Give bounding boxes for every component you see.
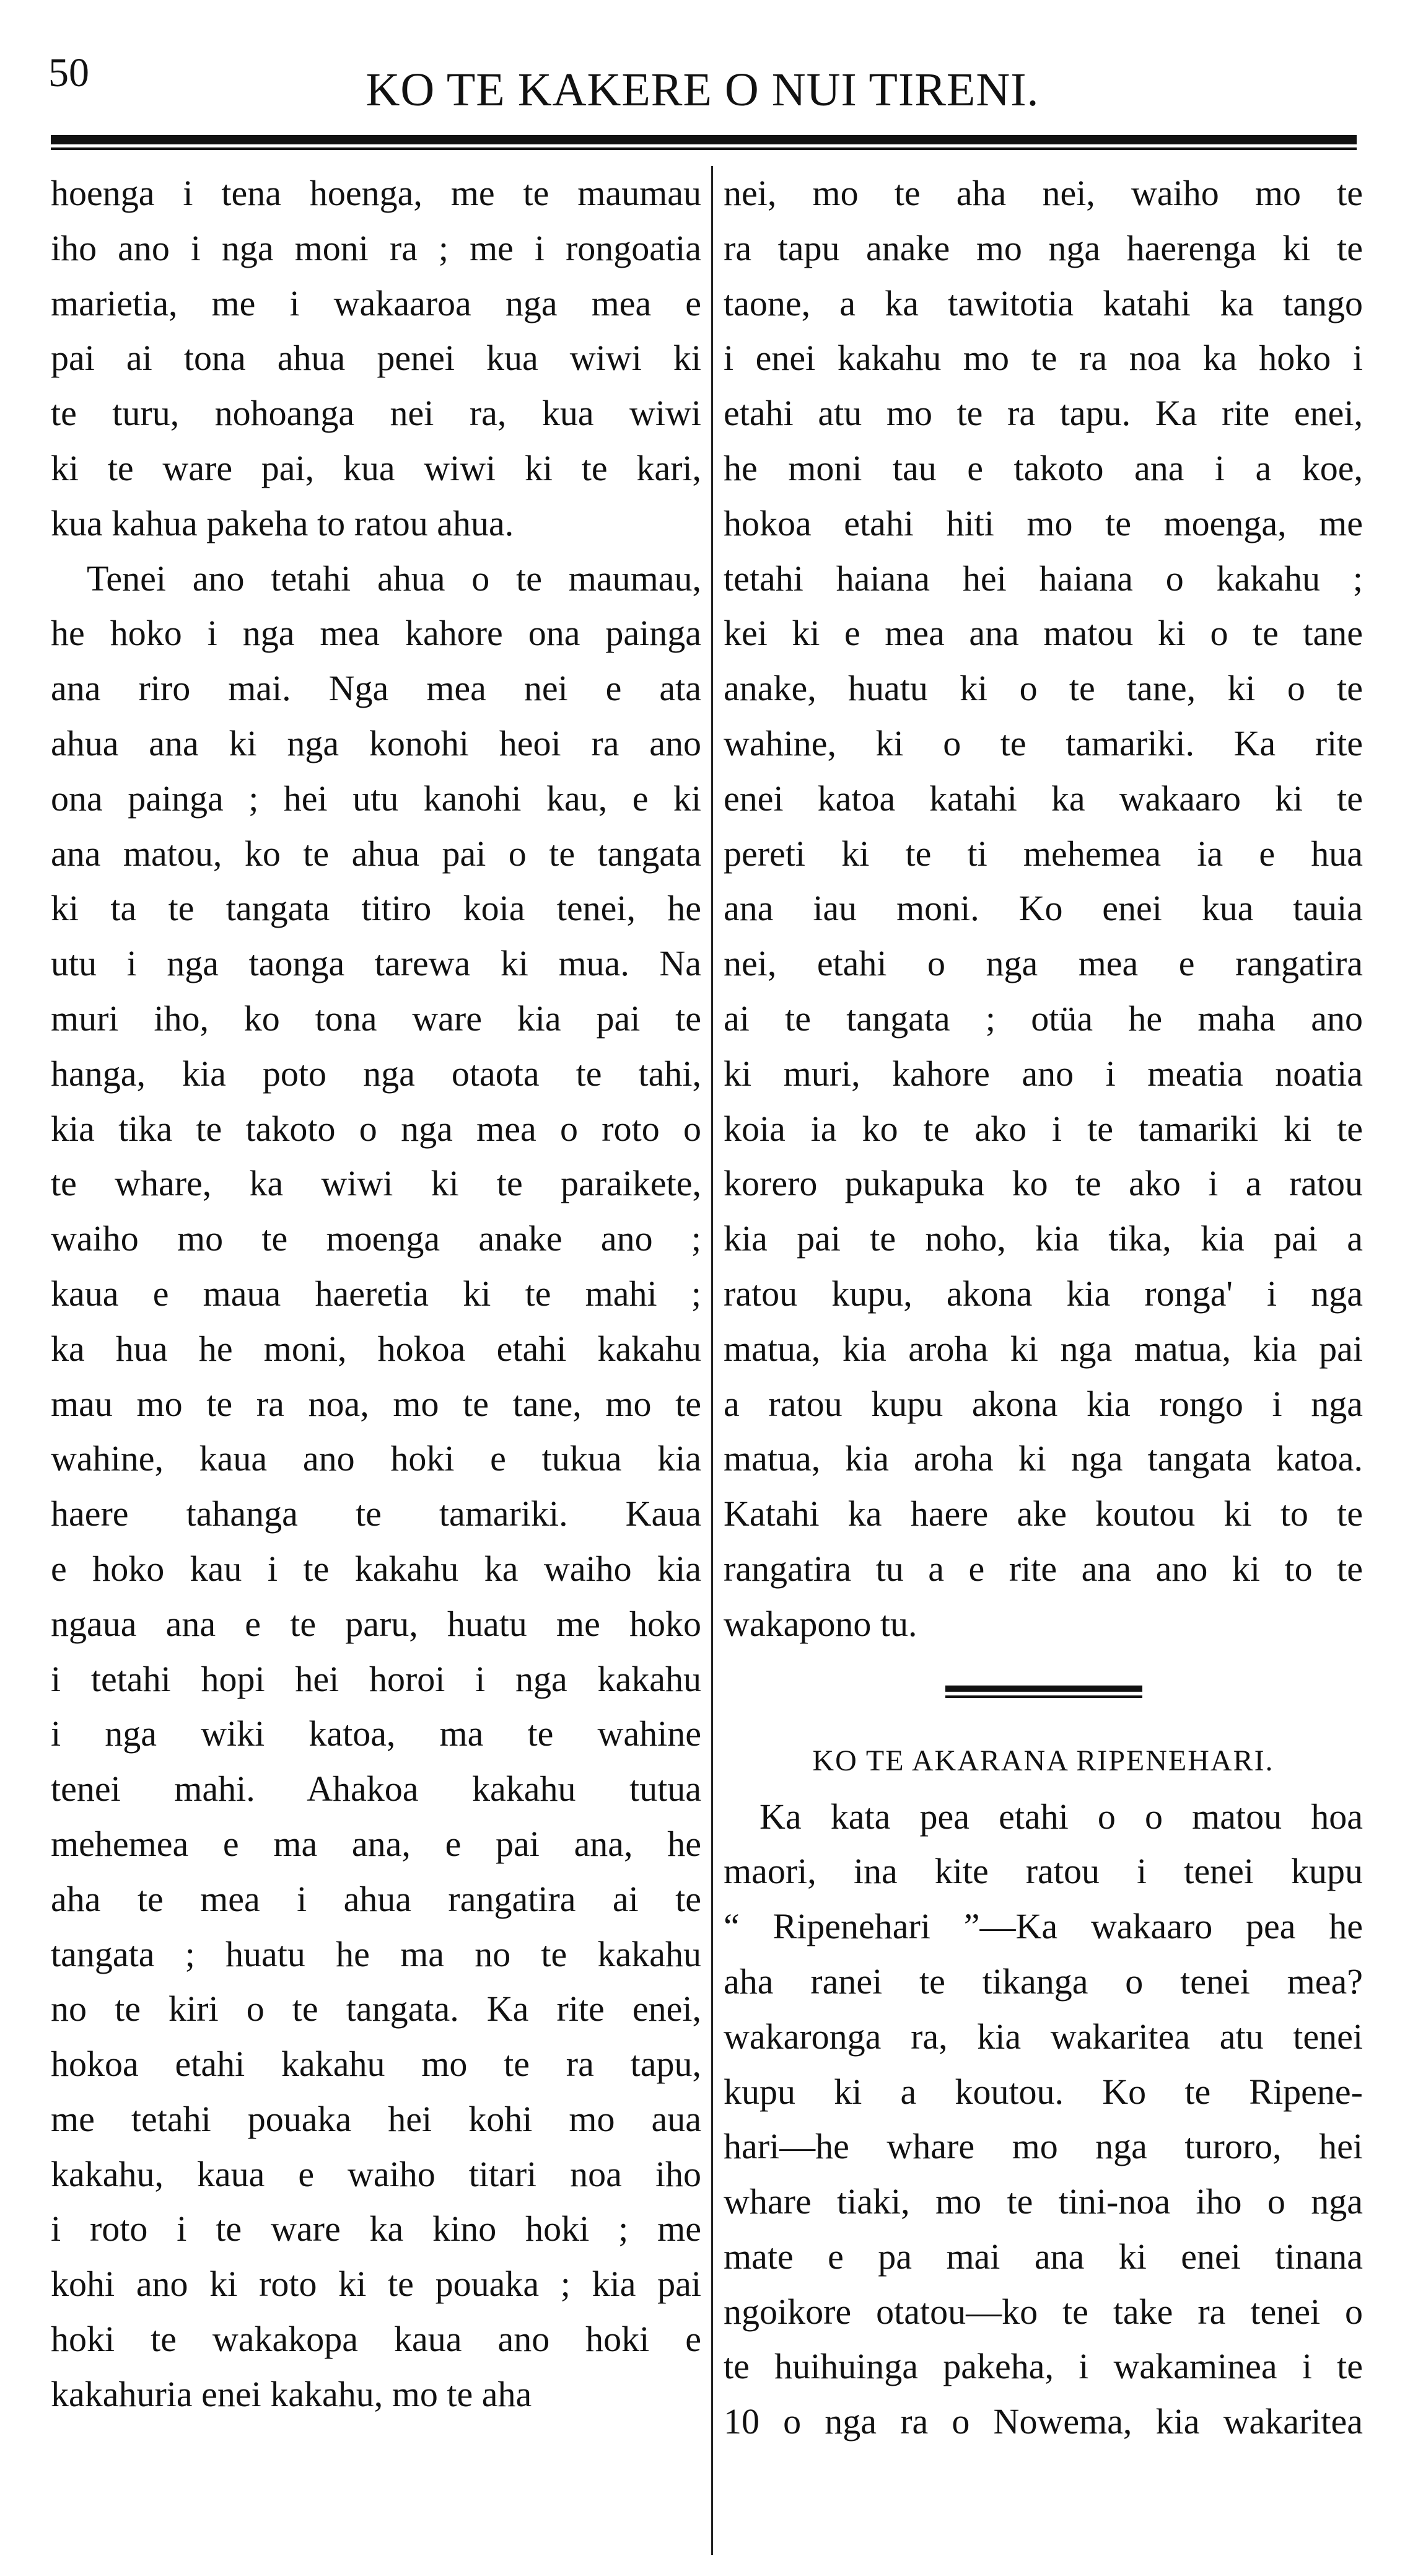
text-line: matua, kia aroha ki nga tangata katoa.: [724, 1438, 1363, 1479]
text-line: iho ano i nga moni ra ; me i rongoatia: [51, 227, 701, 268]
text-line: utu i nga taonga tarewa ki mua. Na: [51, 943, 701, 984]
text-line: tenei mahi. Ahakoa kakahu tutua: [51, 1769, 701, 1809]
text-line: e hoko kau i te kakahu ka waiho kia: [51, 1548, 701, 1589]
text-line: matua, kia aroha ki nga matua, kia pai: [724, 1328, 1363, 1369]
running-title: KO TE KAKERE O NUI TIRENI.: [365, 64, 1040, 116]
text-line: i roto i te ware ka kino hoki ; me: [51, 2209, 701, 2249]
section-body: [724, 1790, 1363, 2450]
text-line: ona painga ; hei utu kanohi kau, e ki: [51, 778, 701, 819]
text-line: ana riro mai. Nga mea nei e ata: [51, 668, 701, 709]
text-line: hoenga i tena hoenga, me te maumau: [51, 173, 701, 213]
text-line: wakapono tu.: [724, 1603, 917, 1644]
text-line: i enei kakahu mo te ra noa ka hoko i: [724, 338, 1363, 379]
text-line: kakahu, kaua e waiho titari noa iho: [51, 2153, 701, 2194]
text-line: haere tahanga te tamariki. Kaua: [51, 1493, 701, 1534]
text-line: kia tika te takoto o nga mea o roto o: [51, 1108, 701, 1149]
text-line: kaua e maua haeretia ki te mahi ;: [51, 1273, 701, 1314]
section-heading: KO TE AKARANA RIPENEHARI.: [812, 1744, 1274, 1777]
text-line: 10 o nga ra o Nowema, kia wakaritea: [724, 2401, 1363, 2442]
text-line: taone, a ka tawitotia katahi ka tango: [724, 283, 1363, 323]
left-column: [51, 166, 701, 2422]
text-line: maori, ina kite ratou i tenei kupu: [724, 1851, 1363, 1892]
text-line: ana iau moni. Ko enei kua tauia: [724, 888, 1363, 929]
text-line: hanga, kia poto nga otaota te tahi,: [51, 1053, 701, 1094]
text-line: no te kiri o te tangata. Ka rite enei,: [51, 1989, 701, 2029]
text-line: rangatira tu a e rite ana ano ki to te: [724, 1548, 1363, 1589]
text-line: ra tapu anake mo nga haerenga ki te: [724, 227, 1363, 268]
text-line: hokoa etahi kakahu mo te ra tapu,: [51, 2044, 701, 2085]
right-column-body: [724, 166, 1363, 1652]
text-line: tetahi haiana hei haiana o kakahu ;: [724, 558, 1363, 599]
text-line: nei, etahi o nga mea e rangatira: [724, 943, 1363, 984]
text-line: ana matou, ko te ahua pai o te tangata: [51, 833, 701, 874]
text-line: kakahuria enei kakahu, mo te aha: [51, 2373, 532, 2414]
text-line: te turu, nohoanga nei ra, kua wiwi: [51, 393, 701, 434]
text-line: i tetahi hopi hei horoi i nga kakahu: [51, 1658, 701, 1699]
header-rule: [51, 135, 1357, 151]
text-line: muri iho, ko tona ware kia pai te: [51, 998, 701, 1039]
text-line: he hoko i nga mea kahore ona painga: [51, 613, 701, 654]
text-line: pereti ki te ti mehemea ia e hua: [724, 833, 1363, 874]
text-line: etahi atu mo te ra tapu. Ka rite enei,: [724, 393, 1363, 434]
text-line: ratou kupu, akona kia ronga' i nga: [724, 1273, 1363, 1314]
text-line: wahine, kaua ano hoki e tukua kia: [51, 1438, 701, 1479]
text-line: ahua ana ki nga konohi heoi ra ano: [51, 723, 701, 763]
text-line: kei ki e mea ana matou ki o te tane: [724, 613, 1363, 654]
header-rule-thin: [51, 147, 1357, 150]
text-line: hari—he whare mo nga turoro, hei: [724, 2126, 1363, 2167]
text-line: anake, huatu ki o te tane, ki o te: [724, 668, 1363, 709]
section-rule-thin: [945, 1695, 1142, 1698]
text-line: ki muri, kahore ano i meatia noatia: [724, 1053, 1363, 1094]
text-line: wakaronga ra, kia wakaritea atu tenei: [724, 2016, 1363, 2057]
column-divider: [711, 166, 713, 2555]
text-line: ka hua he moni, hokoa etahi kakahu: [51, 1328, 701, 1369]
text-line: ngaua ana e te paru, huatu me hoko: [51, 1603, 701, 1644]
text-line: waiho mo te moenga anake ano ;: [51, 1218, 701, 1259]
text-line: “ Ripenehari ”—Ka wakaaro pea he: [724, 1906, 1363, 1947]
text-line: pai ai tona ahua penei kua wiwi ki: [51, 338, 701, 379]
section-rule-thick: [945, 1686, 1142, 1692]
page-number: 50: [48, 50, 89, 95]
text-line: korero pukapuka ko te ako i a ratou: [724, 1163, 1363, 1204]
text-line: wahine, ki o te tamariki. Ka rite: [724, 723, 1363, 763]
text-line: te whare, ka wiwi ki te paraikete,: [51, 1163, 701, 1204]
text-line: a ratou kupu akona kia rongo i nga: [724, 1383, 1363, 1424]
right-column: [724, 166, 1363, 2450]
section-rule: [724, 1652, 1363, 1733]
text-line: tangata ; huatu he ma no te kakahu: [51, 1933, 701, 1974]
text-line: ngoikore otatou—ko te take ra tenei o: [724, 2291, 1363, 2332]
text-line: kupu ki a koutou. Ko te Ripene-: [724, 2071, 1363, 2112]
text-line: aha te mea i ahua rangatira ai te: [51, 1878, 701, 1919]
text-line: Katahi ka haere ake koutou ki to te: [724, 1493, 1363, 1534]
text-line: marietia, me i wakaaroa nga mea e: [51, 283, 701, 323]
text-line: ki ta te tangata titiro koia tenei, he: [51, 888, 701, 929]
text-line: mau mo te ra noa, mo te tane, mo te: [51, 1383, 701, 1424]
text-line: mate e pa mai ana ki enei tinana: [724, 2236, 1363, 2277]
text-line: me tetahi pouaka hei kohi mo aua: [51, 2098, 701, 2139]
text-line: i nga wiki katoa, ma te wahine: [51, 1713, 701, 1754]
text-line: Ka kata pea etahi o o matou hoa: [759, 1796, 1363, 1837]
header-rule-thick: [51, 135, 1357, 144]
text-line: mehemea e ma ana, e pai ana, he: [51, 1823, 701, 1864]
text-line: kia pai te noho, kia tika, kia pai a: [724, 1218, 1363, 1259]
text-line: kohi ano ki roto ki te pouaka ; kia pai: [51, 2264, 701, 2305]
text-line: ki te ware pai, kua wiwi ki te kari,: [51, 447, 701, 488]
text-line: kua kahua pakeha to ratou ahua.: [51, 503, 514, 543]
text-line: he moni tau e takoto ana i a koe,: [724, 447, 1363, 488]
text-line: ai te tangata ; otüa he maha ano: [724, 998, 1363, 1039]
text-line: enei katoa katahi ka wakaaro ki te: [724, 778, 1363, 819]
text-line: whare tiaki, mo te tini-noa iho o nga: [724, 2181, 1363, 2222]
text-line: nei, mo te aha nei, waiho mo te: [724, 173, 1363, 213]
text-line: hokoa etahi hiti mo te moenga, me: [724, 503, 1363, 543]
text-line: Tenei ano tetahi ahua o te maumau,: [87, 558, 701, 599]
text-line: aha ranei te tikanga o tenei mea?: [724, 1961, 1363, 2002]
text-line: koia ia ko te ako i te tamariki ki te: [724, 1108, 1363, 1149]
text-line: te huihuinga pakeha, i wakaminea i te: [724, 2346, 1363, 2387]
text-line: hoki te wakakopa kaua ano hoki e: [51, 2319, 701, 2360]
